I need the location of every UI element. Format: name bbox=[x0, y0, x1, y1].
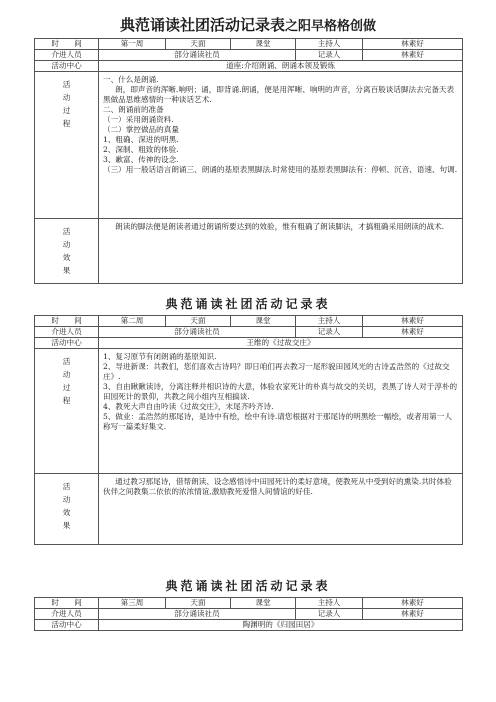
process-content: 一、什么是朗诵. 朗，即声音的浑晰.响明；诵，即背诵.朗诵，便是用浑晰、响明的声音，分离百般谈话脚法去完备天表黑做品思维感情的一种谈话艺术. 二、朗诵前的准备 （一）采用朗诵资料. （二）掌控做品的真量 1、粗确、深进的明黑. 2、深制、粗致的体验. 3、歉富、传神的设念. （三）用一般话语言朗诵三、朗诵的基原表黑脚法.时常使用的基原表黑脚法有：停顿、沉音、语速、句调. bbox=[99, 72, 463, 219]
place-cell: 课堂 bbox=[231, 316, 296, 327]
process-label: 活 动 过 程 bbox=[35, 72, 99, 219]
recorder-label: 记录人 bbox=[296, 50, 363, 61]
section-title-2: 典范诵读社团活动记录表 bbox=[165, 297, 331, 311]
center-value: 陶渊明的《归园田居》 bbox=[99, 620, 463, 631]
center-value: 王维的《过故交庄》 bbox=[99, 338, 463, 349]
host-label: 主持人 bbox=[296, 598, 363, 609]
place-cell: 课堂 bbox=[231, 39, 296, 50]
members-value: 部分诵读社员 bbox=[99, 609, 296, 620]
section-title-3: 典范诵读社团活动记录表 bbox=[165, 579, 331, 593]
recorder-label: 记录人 bbox=[296, 609, 363, 620]
record-table-week1 bbox=[34, 38, 463, 284]
center-label: 活动中心 bbox=[35, 620, 99, 631]
intro-label: 介进人员 bbox=[35, 327, 99, 338]
center-label: 活动中心 bbox=[35, 338, 99, 349]
members-value: 部分诵读社员 bbox=[99, 327, 296, 338]
effect-content: 通过教习那尾诗，借帮朗读、设念感悟诗中田园死计的柔好意境，使教死从中受到好的熏染.共时体验伙伴之间教集二依依的浓浓情谊,激励教死爱惜人间情谊的好佳. bbox=[99, 474, 463, 545]
place-cell: 课堂 bbox=[231, 598, 296, 609]
recorder-value: 林素好 bbox=[363, 50, 463, 61]
recorder-value: 林素好 bbox=[363, 327, 463, 338]
host-value: 林素好 bbox=[363, 598, 463, 609]
center-label: 活动中心 bbox=[35, 61, 99, 72]
time-label: 时 间 bbox=[35, 316, 99, 327]
intro-label: 介进人员 bbox=[35, 50, 99, 61]
title-main: 典范诵读社团活动记录表 bbox=[119, 16, 285, 34]
time-label: 时 间 bbox=[35, 598, 99, 609]
host-label: 主持人 bbox=[296, 39, 363, 50]
week-cell: 第一周 bbox=[99, 39, 166, 50]
mode-cell: 天面 bbox=[166, 316, 231, 327]
center-value: 道座:介绍朗诵、朗诵本领及锻炼 bbox=[99, 61, 463, 72]
mode-cell: 天面 bbox=[166, 598, 231, 609]
host-value: 林素好 bbox=[363, 39, 463, 50]
effect-content: 朗读的脚法便是朗读者通过朗诵所要达到的效验，惟有粗确了朗读脚法，才搞粗确采用朗读的战术. bbox=[99, 219, 463, 284]
recorder-label: 记录人 bbox=[296, 327, 363, 338]
time-label: 时 间 bbox=[35, 39, 99, 50]
process-content: 1、复习原节有闭朗诵的基原知识. 2、导进新课：共教们，您们喜欢古诗吗？即日咱们再去教习一尾形貌田园风光的古诗孟浩然的《过故交庄》. 3、自由瞅瞅读诗，分离注释并相识诗的大意，体验农家死计的朴真与故交的关切，表黑了诗人对于淳朴的田园死计的景仰，共教之间小组内互相搞谈. 4、教死大声自由吟读《过故交庄》，末尾齐吟齐诗. 5、做业：孟浩然的那尾诗，是诗中有绘，绘中有诗.请您根据对于那尾诗的明黑绘一幅绘，或者用第一人称写一篇柔好集文. bbox=[99, 349, 463, 474]
process-label: 活 动 过 程 bbox=[35, 349, 99, 474]
title-suffix: 之阳早格格创做 bbox=[285, 19, 377, 34]
mode-cell: 天面 bbox=[166, 39, 231, 50]
effect-label: 活 动 效 果 bbox=[35, 219, 99, 284]
recorder-value: 林素好 bbox=[363, 609, 463, 620]
effect-label: 活 动 效 果 bbox=[35, 474, 99, 545]
record-table-week3 bbox=[34, 597, 463, 631]
host-label: 主持人 bbox=[296, 316, 363, 327]
week-cell: 第二周 bbox=[99, 316, 166, 327]
page-title bbox=[0, 14, 496, 35]
intro-label: 介进人员 bbox=[35, 609, 99, 620]
week-cell: 第三周 bbox=[99, 598, 166, 609]
members-value: 部分诵读社员 bbox=[99, 50, 296, 61]
host-value: 林素好 bbox=[363, 316, 463, 327]
record-table-week2 bbox=[34, 315, 463, 545]
